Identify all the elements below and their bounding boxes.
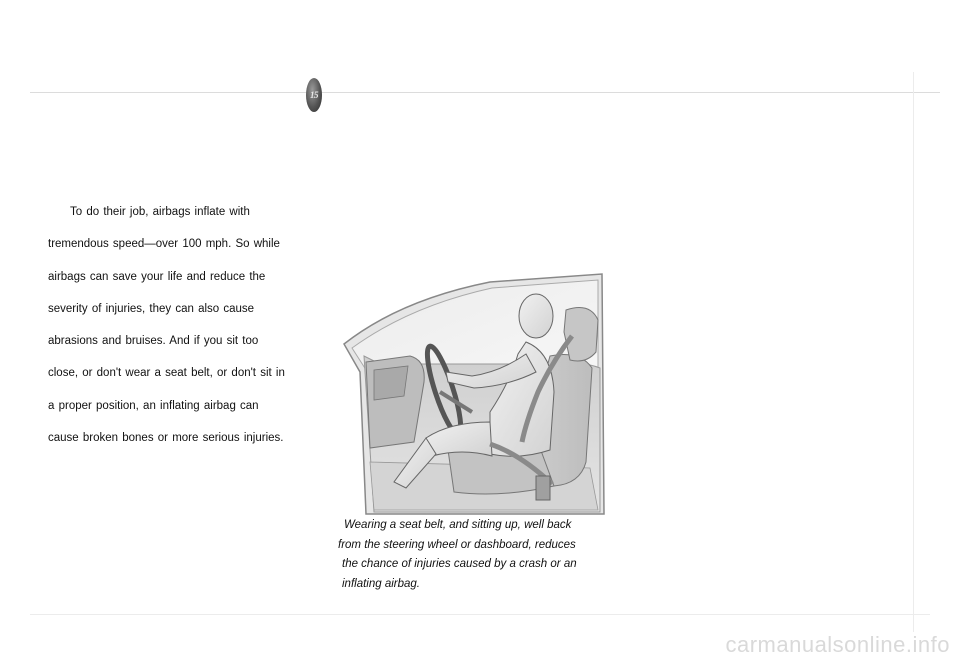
page-number-badge-icon [306,78,322,112]
body-paragraph [48,196,323,454]
paragraph-line: cause broken bones or more serious injuries. [48,432,284,445]
paragraph-line: tremendous speed—over 100 mph. So while [48,238,280,251]
paragraph-line: airbags can save your life and reduce the [48,270,266,283]
page-edge-rule [913,72,914,632]
footer-rule [30,614,930,615]
illustration-caption [338,516,618,595]
caption-line: inflating airbag. [342,578,420,591]
caption-line: Wearing a seat belt, and sitting up, well back [344,519,572,531]
seated-driver-illustration [340,272,606,516]
header-rule [30,92,940,93]
caption-line: from the steering wheel or dashboard, reduces [338,538,576,551]
paragraph-line: To do their job, airbags inflate with [70,206,250,218]
headrest [564,308,598,361]
caption-line: the chance of injuries caused by a crash or an [342,558,577,571]
paragraph-line: severity of injuries, they can also cause [48,302,255,315]
driver-head [519,294,553,338]
page-number: 15 [310,90,318,100]
watermark-text: carmanualsonline.info [725,632,950,657]
paragraph-line: a proper position, an inflating airbag can [48,399,259,412]
paragraph-line: close, or don't wear a seat belt, or don't sit in [48,367,285,380]
paragraph-line: abrasions and bruises. And if you sit too [48,335,259,348]
